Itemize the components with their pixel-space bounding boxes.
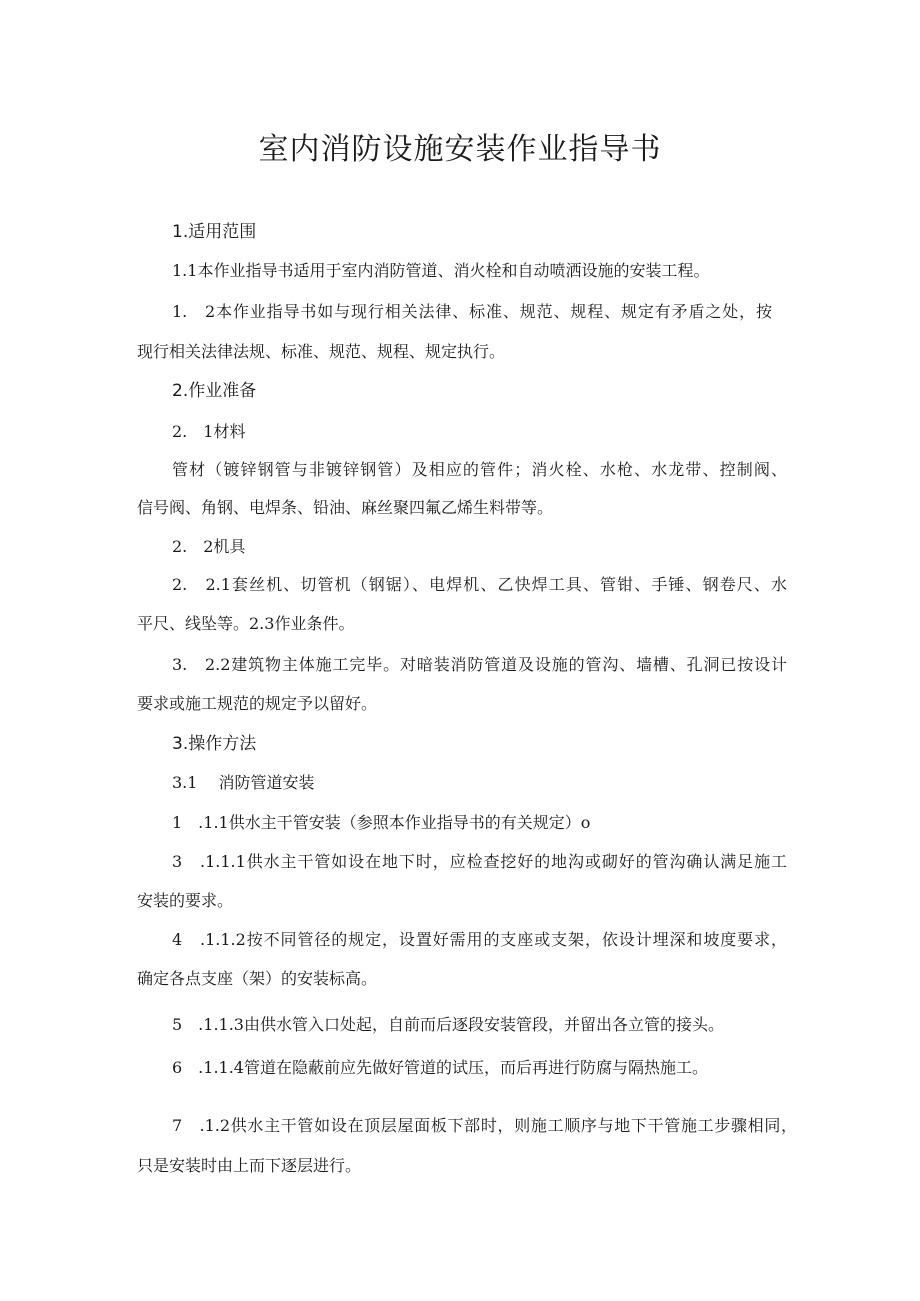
section-heading-preparation: 2.作业准备 (172, 381, 257, 401)
paragraph-3-1-1-3: 5 .1.1.3由供水管入口处起，自前而后逐段安装管段，并留出各立管的接头。 (172, 1015, 724, 1034)
paragraph-3-1-1-1-line-1: 3 .1.1.1供水主干管如设在地下时，应检查挖好的地沟或砌好的管沟确认满足施工 (172, 852, 787, 871)
paragraph-materials-line-2: 信号阀、角钢、电焊条、铅油、麻丝聚四氟乙烯生料带等。 (137, 498, 554, 517)
subheading-tools: 2. 2机具 (172, 537, 246, 556)
section-heading-scope: 1.适用范围 (172, 222, 257, 242)
paragraph-tools-line-1: 2. 2.1套丝机、切管机（钢锯）、电焊机、乙快焊工具、管钳、手锤、钢卷尺、水 (172, 575, 787, 594)
document-title: 室内消防设施安装作业指导书 (258, 132, 662, 167)
paragraph-3-1-2-line-1: 7 .1.2供水主干管如设在顶层屋面板下部时，则施工顺序与地下干管施工步骤相同， (172, 1116, 797, 1135)
section-heading-method: 3.操作方法 (172, 734, 257, 754)
paragraph-3-1-2-line-2: 只是安装时由上而下逐层进行。 (137, 1156, 362, 1175)
paragraph-3-1-1-1-line-2: 安装的要求。 (137, 891, 234, 910)
paragraph-1-2-line-2: 现行相关法律法规、标准、规范、规程、规定执行。 (137, 342, 506, 361)
paragraph-3-1-1-4: 6 .1.1.4管道在隐蔽前应先做好管道的试压，而后再进行防腐与隔热施工。 (172, 1058, 708, 1077)
subheading-materials: 2. 1材料 (172, 422, 246, 441)
paragraph-1-2-line-1: 1. 2本作业指导书如与现行相关法律、标准、规范、规程、规定有矛盾之处，按 (172, 302, 772, 321)
paragraph-conditions-line-1: 3. 2.2建筑物主体施工完毕。对暗装消防管道及设施的管沟、墙槽、孔洞已按设计 (172, 655, 787, 674)
paragraph-conditions-line-2: 要求或施工规范的规定予以留好。 (137, 694, 378, 713)
subheading-pipe-installation: 3.1 消防管道安装 (172, 773, 315, 792)
paragraph-tools-line-2: 平尺、线坠等。2.3作业条件。 (137, 614, 355, 633)
paragraph-3-1-1-2-line-1: 4 .1.1.2按不同管径的规定，设置好需用的支座或支架，依设计埋深和坡度要求， (172, 930, 787, 949)
paragraph-3-1-1: 1 .1.1供水主干管安装（参照本作业指导书的有关规定）o (172, 813, 591, 832)
paragraph-materials-line-1: 管材（镀锌钢管与非镀锌钢管）及相应的管件；消火栓、水枪、水龙带、控制阀、 (172, 460, 787, 479)
paragraph-1-1: 1.1本作业指导书适用于室内消防管道、消火栓和自动喷洒设施的安装工程。 (172, 261, 710, 280)
paragraph-3-1-1-2-line-2: 确定各点支座（架）的安装标高。 (137, 969, 378, 988)
